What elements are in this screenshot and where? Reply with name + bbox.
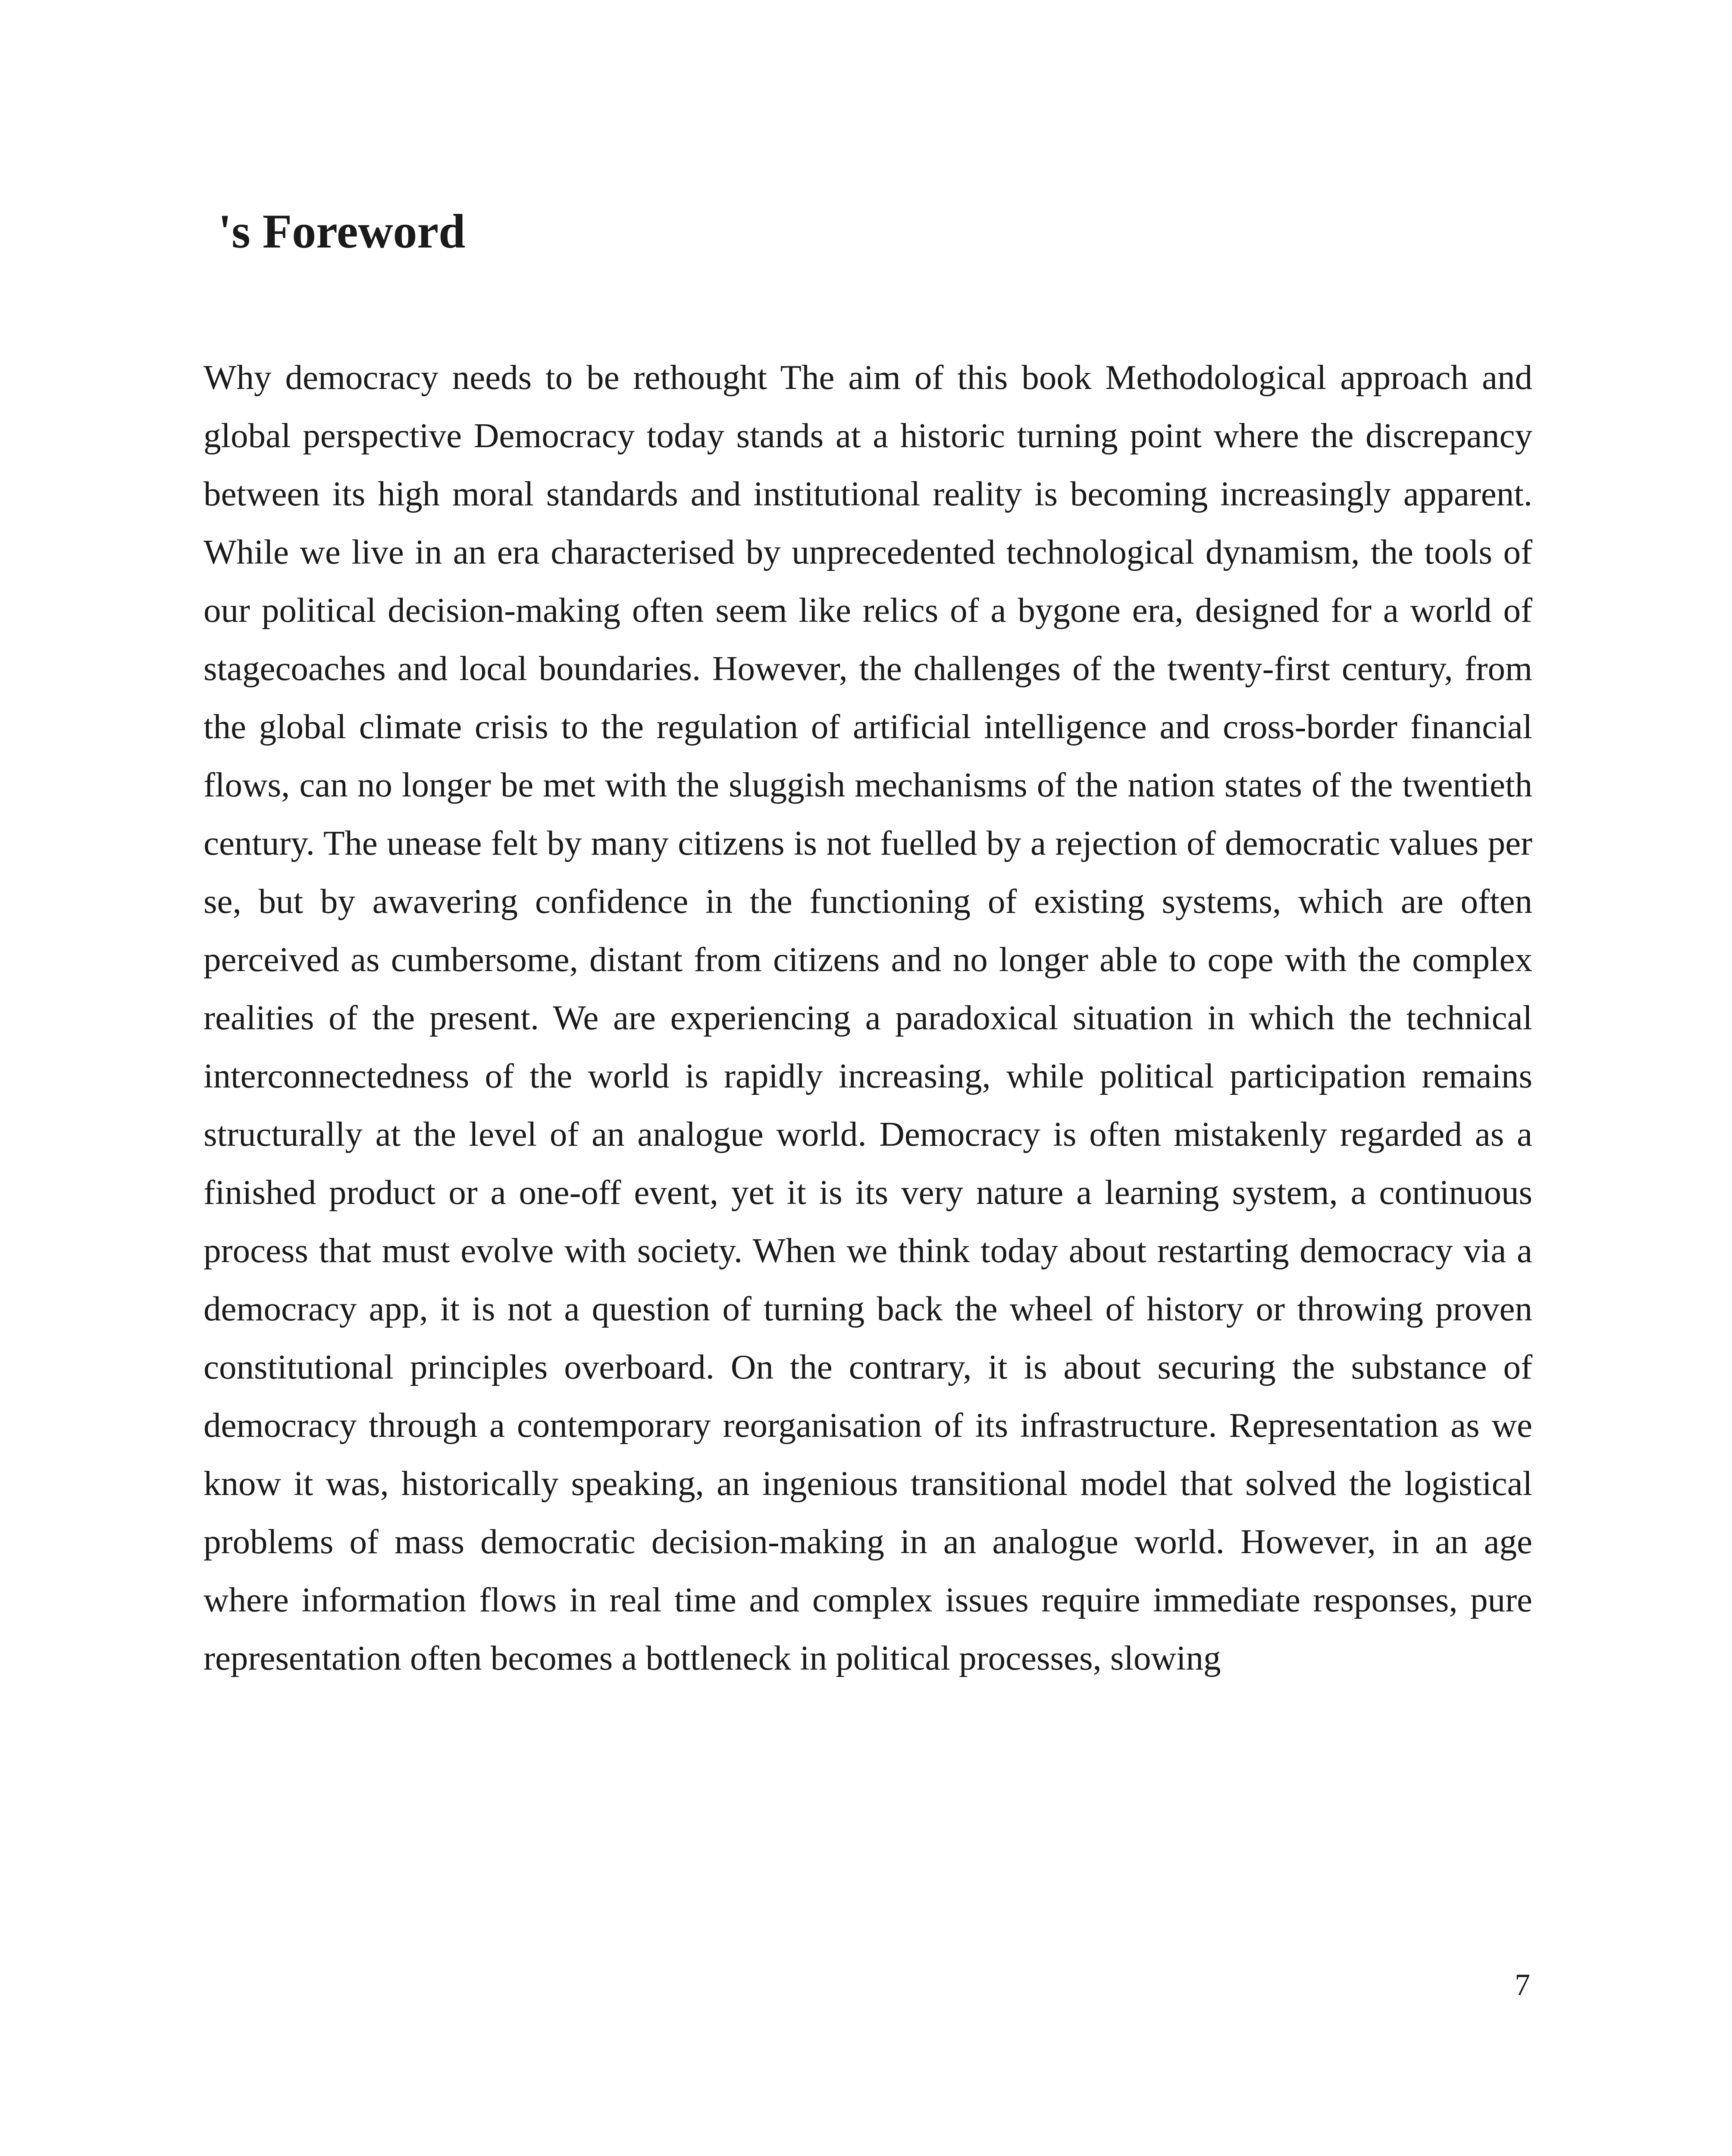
body-paragraph: Why democracy needs to be rethought The aim of this book Methodological approach and global perspective Democracy today stands at a historic turning point where the discrepancy between its high moral standards and institutional reality is becoming increasingly apparent. While we live in an era characterised by unprecedented technological dynamism, the tools of our political decision-making often seem like relics of a bygone era, designed for a world of stagecoaches and local boundaries. However, the challenges of the twenty-first century, from the global climate crisis to the regulation of artificial intelligence and cross-border financial flows, can no longer be met with the sluggish mechanisms of the nation states of the twentieth century. The unease felt by many citizens is not fuelled by a rejection of democratic values per se, but by awavering confidence in the functioning of existing systems, which are often perceived as cumbersome, distant from citizens and no longer able to cope with the complex realities of the present. We are experiencing a paradoxical situation in which the technical interconnectedness of the world is rapidly increasing, while political participation remains structurally at the level of an analogue world. Democracy is often mistakenly regarded as a finished product or a one-off event, yet it is its very nature a learning system, a continuous process that must evolve with society. When we think today about restarting democracy via a democracy app, it is not a question of turning back the wheel of history or throwing proven constitutional principles overboard. On the contrary, it is about securing the substance of democracy through a contemporary reorganisation of its infrastructure. Representation as we know it was, historically speaking, an ingenious transitional model that solved the logistical problems of mass democratic decision-making in an analogue world. However, in an age where information flows in real time and complex issues require immediate responses, pure representation often becomes a bottleneck in political processes, slowing (204, 358, 1532, 1677)
page-number: 7 (1515, 1968, 1530, 2002)
chapter-heading: 's Foreword (206, 205, 466, 258)
